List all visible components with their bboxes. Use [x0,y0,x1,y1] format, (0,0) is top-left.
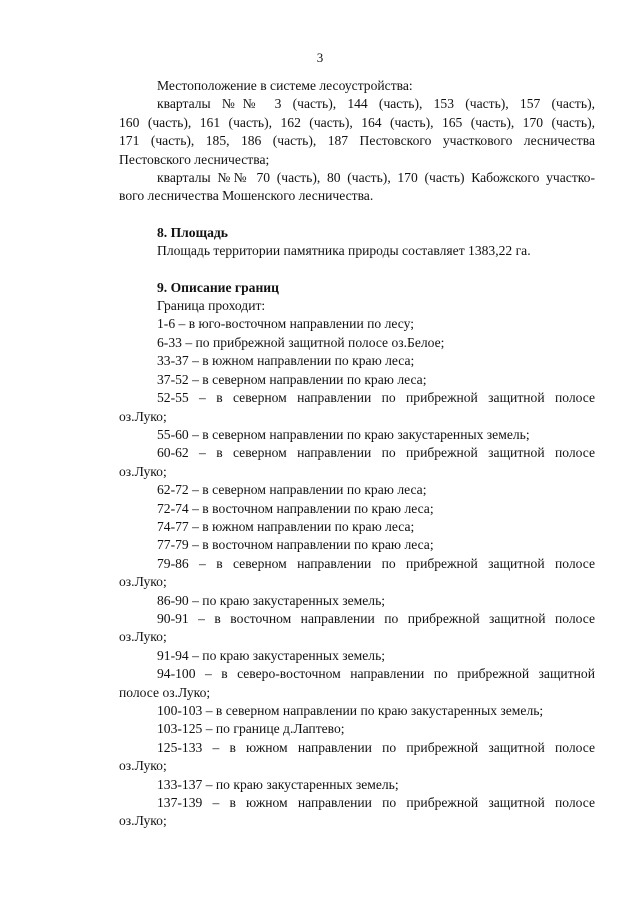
border-item [119,315,595,333]
border-item [119,371,595,389]
border-item-text: 6-33 – по прибрежной защитной полосе оз.Белое; [157,334,445,350]
border-item [119,555,595,592]
border-item-text: 74-77 – в южном направлении по краю леса; [157,518,415,534]
border-item [119,500,595,518]
border-item [119,665,595,702]
location-para2-line1: кварталы №№ 70 (часть), 80 (часть), 170 (часть) Кабожского участко- [157,170,595,186]
border-item-continuation: оз.Луко; [119,629,167,645]
location-para2-last: вого лесничества Мошенского лесничества. [119,188,374,204]
border-item [119,592,595,610]
border-item-text: 133-137 – по краю закустаренных земель; [157,776,399,792]
borders-intro: Граница проходит: [157,298,266,314]
border-item [119,426,595,444]
border-item-continuation: оз.Луко; [119,574,167,590]
border-item [119,444,595,481]
border-item-continuation: оз.Луко; [119,758,167,774]
location-para1-last: Пестовского лесничества; [119,151,270,167]
location-para1-line2: 160 (часть), 161 (часть), 162 (часть), 164 (часть), 165 (часть), 170 (часть), [119,114,595,130]
border-item-continuation: оз.Луко; [119,813,167,829]
border-item [119,481,595,499]
border-item-text: 37-52 – в северном направлении по краю леса; [157,371,427,387]
borders-heading: 9. Описание границ [157,279,279,295]
area-text: Площадь территории памятника природы составляет 1383,22 га. [157,243,531,259]
document-body [119,77,595,831]
border-item-text: 94-100 – в северо-восточном направлении по прибрежной защитной [157,666,595,682]
border-item-text: 1-6 – в юго-восточном направлении по лесу; [157,316,414,332]
border-item-text: 77-79 – в восточном направлении по краю леса; [157,537,434,553]
border-list [119,315,595,830]
page-number: 3 [316,50,324,65]
border-item-text: 86-90 – по краю закустаренных земель; [157,592,386,608]
border-item-text: 62-72 – в северном направлении по краю леса; [157,482,427,498]
border-item [119,334,595,352]
border-item-text: 137-139 – в южном направлении по прибрежной защитной полосе [157,795,595,811]
location-para1-line3: 171 (часть), 185, 186 (часть), 187 Пестовского участкового лесничества [119,133,595,149]
border-item-text: 72-74 – в восточном направлении по краю леса; [157,500,434,516]
location-heading: Местоположение в системе лесоустройства: [157,78,413,93]
border-item [119,720,595,738]
border-item-continuation: полосе оз.Луко; [119,684,211,700]
border-item-text: 100-103 – в северном направлении по краю закустаренных земель; [157,703,544,718]
border-item [119,776,595,794]
border-item-text: 52-55 – в северном направлении по прибрежной защитной полосе [157,390,595,406]
border-item-text: 91-94 – по краю закустаренных земель; [157,647,386,663]
border-item-text: 60-62 – в северном направлении по прибрежной защитной полосе [157,445,595,461]
border-item-continuation: оз.Луко; [119,463,167,479]
border-item [119,739,595,776]
border-item [119,536,595,554]
border-item [119,794,595,831]
location-para1-line1: кварталы №№ 3 (часть), 144 (часть), 153 (часть), 157 (часть), [157,96,595,112]
border-item-text: 55-60 – в северном направлении по краю закустаренных земель; [157,426,530,442]
border-item [119,352,595,370]
border-item-text: 33-37 – в южном направлении по краю леса; [157,353,415,369]
border-item-text: 125-133 – в южном направлении по прибрежной защитной полосе [157,739,595,755]
border-item [119,610,595,647]
area-heading: 8. Площадь [157,224,228,240]
border-item-continuation: оз.Луко; [119,408,167,424]
border-item [119,647,595,665]
border-item [119,518,595,536]
border-item [119,702,595,720]
border-item-text: 90-91 – в восточном направлении по прибрежной защитной полосе [157,610,595,626]
border-item [119,389,595,426]
border-item-text: 79-86 – в северном направлении по прибрежной защитной полосе [157,555,595,571]
border-item-text: 103-125 – по границе д.Лаптево; [157,721,345,737]
